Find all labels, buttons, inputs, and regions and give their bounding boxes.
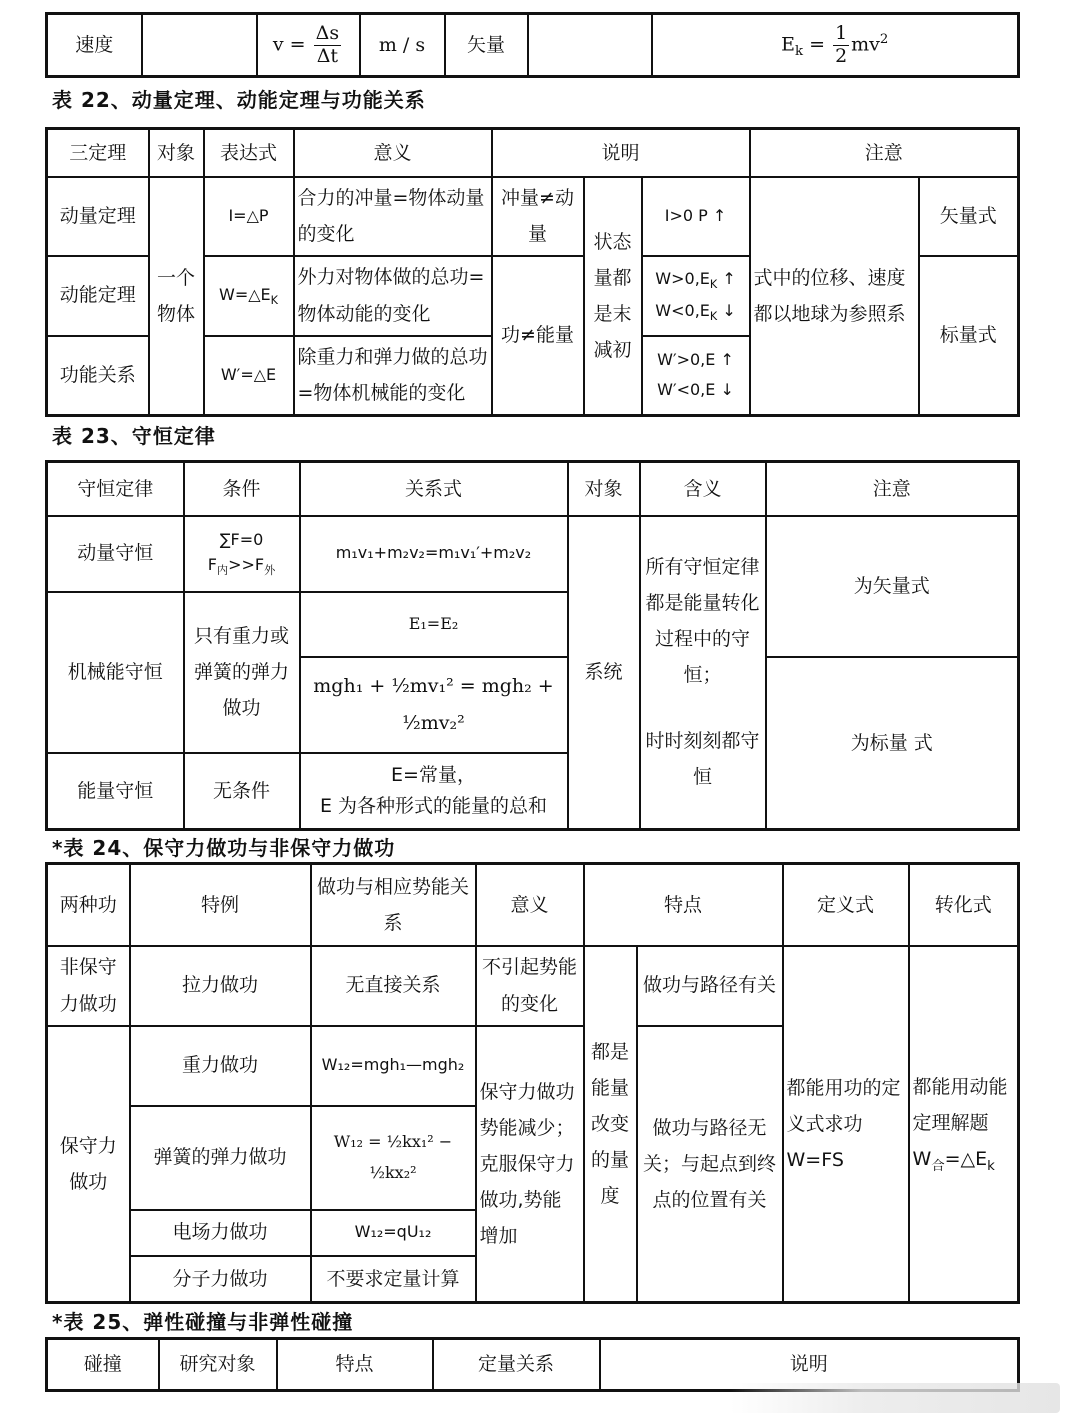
law-name: 能量守恒 <box>47 753 184 830</box>
expression: W′=△E <box>204 336 294 416</box>
theorem-name: 动能定理 <box>47 256 149 336</box>
relation: 不要求定量计算 <box>311 1256 476 1303</box>
unit: m / s <box>360 14 445 77</box>
definition: 都能用功的定义式求功 W=FS <box>783 946 909 1303</box>
kinetic-energy-formula: $E_k$ = $\frac{1}{2}$ $mv^2$ <box>652 14 1019 77</box>
header-cell: 意义 <box>294 129 492 177</box>
header-cell: 特例 <box>130 864 311 946</box>
header-cell: 特点 <box>584 864 783 946</box>
note-vector: 为矢量式 <box>766 516 1019 657</box>
header-cell: 关系式 <box>300 462 568 516</box>
meaning: 不引起势能的变化 <box>476 946 584 1026</box>
header-cell: 含义 <box>640 462 766 516</box>
energy-measure: 都是能量改变的量度 <box>584 946 637 1303</box>
header-cell: 说明 <box>600 1339 1019 1391</box>
theorem-name: 动量定理 <box>47 177 149 256</box>
relation: m₁v₁+m₂v₂=m₁v₁′+m₂v₂ <box>300 516 568 592</box>
header-cell: 条件 <box>184 462 300 516</box>
attention-scalar: 标量式 <box>919 256 1019 416</box>
example: 电场力做功 <box>130 1210 311 1256</box>
relation: W₁₂=qU₁₂ <box>311 1210 476 1256</box>
header-cell: 意义 <box>476 864 584 946</box>
relation: W₁₂ = ½kx₁² − ½kx₂² <box>311 1106 476 1210</box>
header-cell: 表达式 <box>204 129 294 177</box>
note-scalar: 为标量 式 <box>766 657 1019 830</box>
state-note: 状态量都是末减初 <box>584 177 642 416</box>
table-21 <box>45 12 1020 78</box>
header-cell: 说明 <box>492 129 750 177</box>
table-row <box>47 946 1019 1026</box>
quantity-name: 速度 <box>47 14 142 77</box>
condition: ∑F=0 $F_内>>F_外$ <box>184 516 300 592</box>
expression: $W=\triangle E_K$ <box>204 256 294 336</box>
header-cell: 对象 <box>568 462 640 516</box>
table-22 <box>45 127 1020 417</box>
relation: 无直接关系 <box>311 946 476 1026</box>
header-cell: 定量关系 <box>433 1339 600 1391</box>
feature: 做功与路径有关 <box>637 946 783 1026</box>
feature: 做功与路径无关；与起点到终点的位置有关 <box>637 1026 783 1303</box>
shared-attention: 式中的位移、速度都以地球为参照系 <box>750 177 919 416</box>
note-momentum: I>0 P ↑ <box>642 177 750 256</box>
table-row <box>47 516 1019 592</box>
example: 分子力做功 <box>130 1256 311 1303</box>
object-system: 系统 <box>568 516 640 830</box>
attention-vector: 矢量式 <box>919 177 1019 256</box>
example: 重力做功 <box>130 1026 311 1106</box>
note-energy: W′>0,E ↑ W′<0,E ↓ <box>642 336 750 416</box>
note-cell: 冲量≠动量 <box>492 177 584 256</box>
relation: E=常量， E 为各种形式的能量的总和 <box>300 753 568 830</box>
condition: 无条件 <box>184 753 300 830</box>
relation-mech: mgh₁ + ½mv₁² = mgh₂ + ½mv₂² <box>300 657 568 753</box>
object-cell: 一个物体 <box>149 177 204 416</box>
header-cell: 做功与相应势能关系 <box>311 864 476 946</box>
expression: I=△P <box>204 177 294 256</box>
example: 拉力做功 <box>130 946 311 1026</box>
header-cell: 对象 <box>149 129 204 177</box>
law-name: 动量守恒 <box>47 516 184 592</box>
meaning: 外力对物体做的总功=物体动能的变化 <box>294 256 492 336</box>
meaning: 所有守恒定律都是能量转化过程中的守恒； 时时刻刻都守恒 <box>640 516 766 830</box>
meaning: 除重力和弹力做的总功=物体机械能的变化 <box>294 336 492 416</box>
theorem-name: 功能关系 <box>47 336 149 416</box>
meaning: 保守力做功势能减少；克服保守力做功,势能增加 <box>476 1026 584 1303</box>
work-type: 非保守力做功 <box>47 946 130 1026</box>
table-header-row <box>47 864 1019 946</box>
velocity-formula: v = $\frac{\Delta s}{\Delta t}$ <box>257 14 360 77</box>
header-cell: 注意 <box>766 462 1019 516</box>
header-cell: 两种功 <box>47 864 130 946</box>
table-header-row <box>47 129 1019 177</box>
header-cell: 三定理 <box>47 129 149 177</box>
table-23-caption: 表 23、守恒定律 <box>52 424 216 448</box>
meaning: 合力的冲量=物体动量的变化 <box>294 177 492 256</box>
conversion: 都能用动能定理解题 $W_合=\triangle E_k$ <box>909 946 1019 1303</box>
table-header-row <box>47 462 1019 516</box>
header-cell: 定义式 <box>783 864 909 946</box>
header-cell: 守恒定律 <box>47 462 184 516</box>
table-24 <box>45 862 1020 1304</box>
relation-energy: E₁=E₂ <box>300 592 568 657</box>
header-cell: 注意 <box>750 129 1019 177</box>
condition: 只有重力或弹簧的弹力做功 <box>184 592 300 753</box>
empty-cell <box>142 14 257 77</box>
header-cell: 研究对象 <box>159 1339 277 1391</box>
relation: W₁₂=mgh₁—mgh₂ <box>311 1026 476 1106</box>
empty-cell <box>528 14 652 77</box>
header-cell: 转化式 <box>909 864 1019 946</box>
table-row <box>47 14 1019 77</box>
example: 弹簧的弹力做功 <box>130 1106 311 1210</box>
note-merged: 功≠能量 <box>492 256 584 416</box>
header-cell: 碰撞 <box>47 1339 159 1391</box>
table-24-caption: *表 24、保守力做功与非保守力做功 <box>52 836 396 860</box>
table-22-caption: 表 22、动量定理、动能定理与功能关系 <box>52 88 426 112</box>
table-25-caption: *表 25、弹性碰撞与非弹性碰撞 <box>52 1310 354 1334</box>
quantity-type: 矢量 <box>445 14 528 77</box>
note-kinetic: $W>0,E_K$ ↑ $W<0,E_K$ ↓ <box>642 256 750 336</box>
law-name: 机械能守恒 <box>47 592 184 753</box>
table-23 <box>45 460 1020 831</box>
header-cell: 特点 <box>277 1339 433 1391</box>
watermark <box>730 1383 1060 1413</box>
work-type: 保守力做功 <box>47 1026 130 1303</box>
table-row <box>47 177 1019 256</box>
